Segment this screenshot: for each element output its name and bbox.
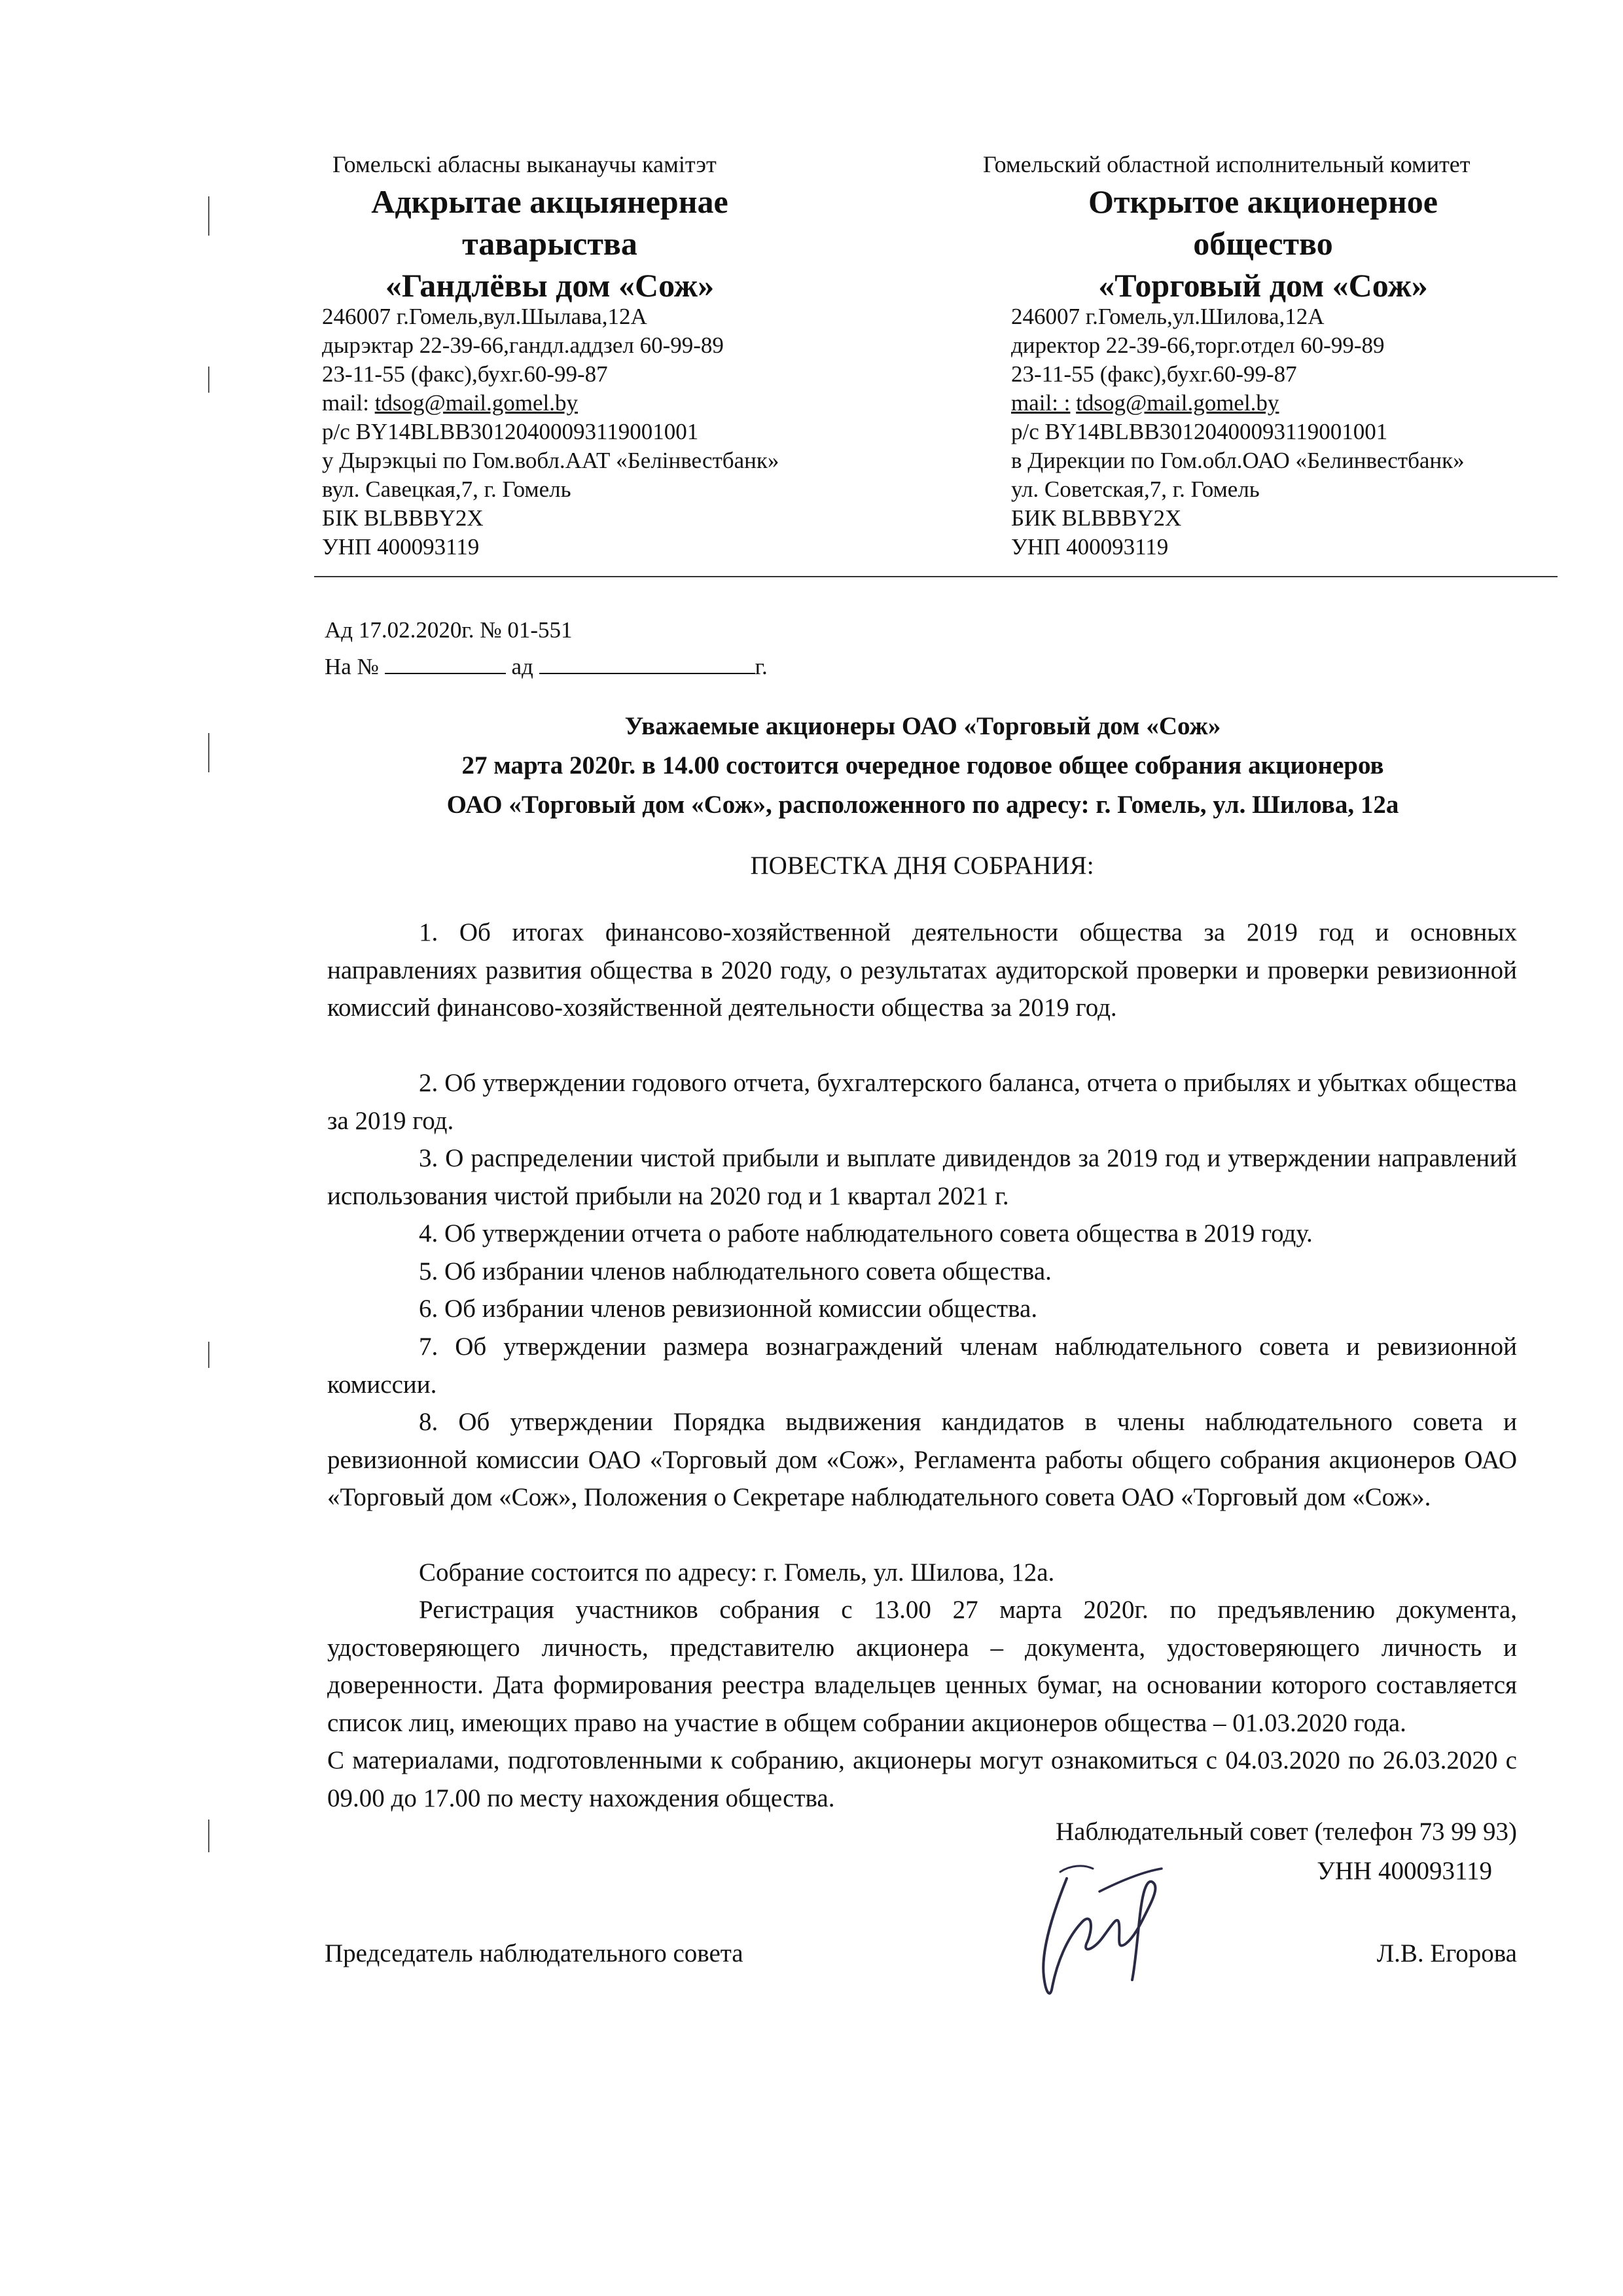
details-ru <box>1011 302 1465 562</box>
detail-line: УНП 400093119 <box>1011 534 1169 560</box>
detail-line: директор 22-39-66,торг.отдел 60-99-89 <box>1011 332 1385 358</box>
org-name-ru-line3: «Торговый дом «Сож» <box>1098 267 1428 304</box>
incoming-date-blank <box>539 653 755 674</box>
agenda-item-3: 3. О распределении чистой прибыли и выплате дивидендов за 2019 год и утверждении направлений использования чистой прибыли на 2020 год и 1 квартал 2021 г. <box>327 1144 1517 1210</box>
agenda-item-8: 8. Об утверждении Порядка выдвижения кандидатов в члены наблюдательного совета и ревизионной комиссии ОАО «Торговый дом «Сож», Регламента работы общего собрания акционеров ОАО «Торговый дом «Сож», Положения о Секретаре наблюдательного совета ОАО «Торговый дом «Сож». <box>327 1408 1517 1511</box>
heading-line2: 27 марта 2020г. в 14.00 состоится очередное годовое общее собрания акционеров <box>461 751 1384 780</box>
detail-line: у Дырэкцыі по Гом.вобл.ААТ «Белінвестбанк» <box>322 448 779 473</box>
venue-text: Собрание состоится по адресу: г. Гомель, ул. Шилова, 12а. <box>419 1558 1055 1587</box>
agenda-item-5: 5. Об избрании членов наблюдательного совета общества. <box>419 1257 1052 1285</box>
detail-line: 246007 г.Гомель,ул.Шилова,12А <box>1011 304 1325 329</box>
org-name-by-line1: Адкрытае акцыянернае <box>371 183 728 220</box>
detail-line: БІК BLBBBY2X <box>322 505 484 531</box>
detail-line: УНП 400093119 <box>322 534 480 560</box>
detail-line: в Дирекции по Гом.обл.ОАО «Белинвестбанк» <box>1011 448 1465 473</box>
handwritten-signature <box>1021 1852 1191 2003</box>
council-unn: УНН 400093119 <box>1317 1857 1492 1885</box>
mail-line <box>1011 389 1465 418</box>
org-name-ru-line2: общество <box>1193 225 1333 262</box>
agenda-title: ПОВЕСТКА ДНЯ СОБРАНИЯ: <box>750 852 1094 880</box>
incoming-mid: ад <box>511 654 533 679</box>
detail-line: вул. Савецкая,7, г. Гомель <box>322 476 571 502</box>
detail-line: p/c BY14BLBB30120400093119001001 <box>1011 419 1388 444</box>
org-name-by-line2: таварыства <box>462 225 637 262</box>
detail-line: 246007 г.Гомель,вул.Шылава,12А <box>322 304 647 329</box>
detail-line: дырэктар 22-39-66,гандл.аддзел 60-99-89 <box>322 332 724 358</box>
scan-mark <box>208 196 209 236</box>
incoming-ref <box>325 649 768 685</box>
details-by <box>322 302 779 562</box>
detail-line: 23-11-55 (факс),бухг.60-99-87 <box>322 361 608 387</box>
mail-prefix: mail: <box>322 390 375 416</box>
council-phone: Наблюдательный совет (телефон 73 99 93) <box>1056 1818 1517 1846</box>
agenda-item-6: 6. Об избрании членов ревизионной комиссии общества. <box>419 1295 1038 1323</box>
org-name-by-line3: «Гандлёвы дом «Сож» <box>385 267 715 304</box>
scan-mark <box>208 367 209 393</box>
incoming-number-blank <box>385 653 506 674</box>
incoming-suffix: г. <box>755 654 768 679</box>
reference-block <box>325 612 768 685</box>
signatory-position: Председатель наблюдательного совета <box>325 1939 743 1967</box>
detail-line: 23-11-55 (факс),бухг.60-99-87 <box>1011 361 1297 387</box>
mail-link[interactable]: tdsog@mail.gomel.by <box>374 390 578 416</box>
heading-line1: Уважаемые акционеры ОАО «Торговый дом «Сож» <box>624 712 1221 740</box>
header-divider <box>314 576 1558 577</box>
mail-prefix: mail: : <box>1011 390 1071 416</box>
committee-by: Гомельскі абласны выканаучы камітэт <box>332 151 717 177</box>
agenda-item-4: 4. Об утверждении отчета о работе наблюдательного совета общества в 2019 году. <box>419 1219 1313 1247</box>
detail-line: p/c BY14BLBB30120400093119001001 <box>322 419 699 444</box>
detail-line: ул. Советская,7, г. Гомель <box>1011 476 1260 502</box>
agenda-item-7: 7. Об утверждении размера вознаграждений членам наблюдательного совета и ревизионной комиссии. <box>327 1333 1517 1399</box>
outgoing-ref: Ад 17.02.2020г. № 01-551 <box>325 617 573 643</box>
announcement-heading <box>327 707 1518 825</box>
registration-text: Регистрация участников собрания с 13.00 27 марта 2020г. по предъявлению документа, удостоверяющего личность, представителю акционера – документа, удостоверяющего личность и доверенности. Дата формирования реестра владельцев ценных бумаг, на основании которого составляется список лиц, имеющих право на участие в общем собрании акционеров общества – 01.03.2020 года. <box>327 1596 1517 1737</box>
org-name-by <box>288 181 812 306</box>
agenda-item-1: 1. Об итогах финансово-хозяйственной деятельности общества за 2019 год и основных направлениях развития общества в 2020 году, о результатах аудиторской проверки и проверки ревизионной комиссий финансово-хозяйственной деятельности общества за 2019 год. <box>327 918 1517 1022</box>
agenda-item-2: 2. Об утверждении годового отчета, бухгалтерского баланса, отчета о прибылях и убытках общества за 2019 год. <box>327 1069 1517 1135</box>
committee-ru: Гомельский областной исполнительный комитет <box>983 151 1471 177</box>
org-name-ru-line1: Открытое акционерное <box>1088 183 1438 220</box>
scan-mark <box>208 1820 209 1852</box>
mail-link[interactable]: tdsog@mail.gomel.by <box>1076 390 1279 416</box>
heading-line3: ОАО «Торговый дом «Сож», расположенного по адресу: г. Гомель, ул. Шилова, 12а <box>446 791 1399 819</box>
scan-mark <box>208 1342 209 1368</box>
scan-mark <box>208 733 209 772</box>
org-name-ru <box>995 181 1531 306</box>
mail-line <box>322 389 779 418</box>
detail-line: БИК BLBBBY2X <box>1011 505 1182 531</box>
incoming-prefix: На № <box>325 654 379 679</box>
signatory-name: Л.В. Егорова <box>1376 1939 1517 1967</box>
materials-text: С материалами, подготовленными к собранию, акционеры могут ознакомиться с 04.03.2020 по 26.03.2020 с 09.00 до 17.00 по месту нахождения общества. <box>327 1746 1517 1812</box>
